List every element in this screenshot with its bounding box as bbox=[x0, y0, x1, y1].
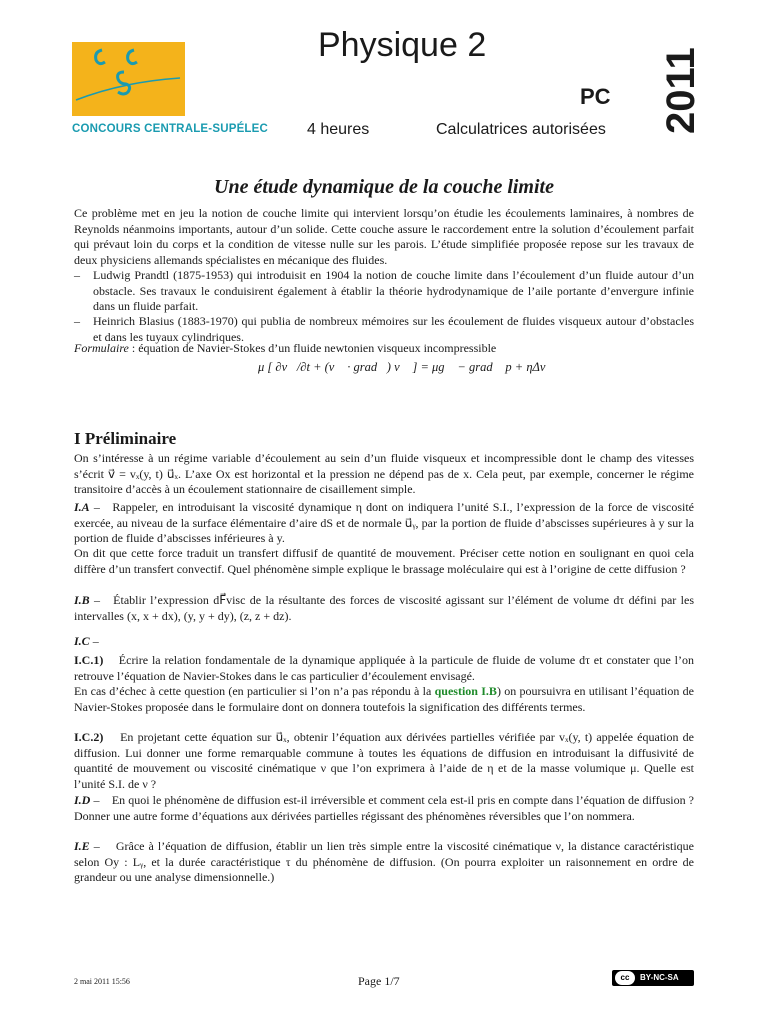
question-text: En projetant cette équation sur u⃗ₓ, obtenir l’équation aux dérivées partielles vérifiée par vₓ(y, t) appelée équation de diffusion. Lui donner une forme remarquable commune à toutes les équations de diffusion en introduisant la diffusivité de quantité de mouvement ou viscosité cinématique ν que l’on exprimera à l’aide de η et de la masse volumique μ. Quelle est l’unité S.I. de ν ? bbox=[74, 730, 694, 791]
section-heading: I Préliminaire bbox=[74, 429, 177, 448]
license-label: BY-NC-SA bbox=[640, 973, 679, 982]
question-dash: – bbox=[89, 593, 114, 607]
question-text: Établir l’expression dF⃗visc de la résultante des forces de viscosité agissant sur l’élément de volume dτ défini par les intervalles (x, x + dx), (y, y + dy), (z, z + dz). bbox=[74, 593, 694, 623]
question-text: Écrire la relation fondamentale de la dynamique appliquée à la particule de fluide de volume dτ et constater que l’on retrouve l’équation de Navier-Stokes dans le cas particulier d’écoulement envisagé. bbox=[74, 653, 694, 683]
question-ia-continuation: On dit que cette force traduit un transfert diffusif de quantité de mouvement. Préciser cette notion en soulignant en quoi cela diffère d’un transfert convectif. Quel phénomène simple explique le brassage moléculaire qui est à l’origine de cette diffusion ? bbox=[74, 546, 694, 576]
question-label: I.D bbox=[74, 793, 91, 807]
question-ib-link[interactable]: question I.B bbox=[434, 684, 497, 698]
exam-year bbox=[660, 38, 700, 136]
question-text: Grâce à l’équation de diffusion, établir un lien très simple entre la viscosité cinématique ν, la distance caractéristique selon Oy : Lᵧ, et la durée caractéristique τ du phénomène de diffusion. (On pourra exploiter un raisonnement en ordre de grandeur ou une analyse dimensionnelle.) bbox=[74, 839, 694, 884]
question-dash: – bbox=[89, 634, 99, 648]
question-label: I.C.1) bbox=[74, 653, 104, 667]
question-label: I.C.2) bbox=[74, 730, 104, 744]
duration-label: 4 heures bbox=[307, 121, 370, 138]
section-intro: On s’intéresse à un régime variable d’écoulement au sein d’un fluide visqueux et incompressible dont le champ des vitesses s’écrit v⃗ = vₓ(y, t) u⃗ₓ. L’axe Ox est horizontal et la pression ne dépend pas de x. Cela peut, par exemple, concerner le régime transitoire d’accès à un écoulement stationnaire de cisaillement simple. bbox=[74, 451, 694, 496]
bullet-text: Ludwig Prandtl (1875-1953) qui introduisit en 1904 la notion de couche limite dans l’écoulement d’un fluide autour d’un obstacle. Ses travaux le conduisirent également à établir la théorie hydrodynamique de l’aile portante d’envergure infinie dans un fluide parfait. bbox=[93, 268, 694, 313]
creative-commons-icon: cc bbox=[615, 971, 635, 985]
question-id bbox=[74, 793, 694, 824]
subject-title: Physique 2 bbox=[318, 26, 487, 64]
question-dash: – bbox=[89, 500, 113, 514]
ccs-logo-mark-icon bbox=[72, 42, 185, 116]
question-ic bbox=[74, 634, 694, 650]
question-label: I.E bbox=[74, 839, 90, 853]
question-ic1-fallback bbox=[74, 684, 694, 715]
question-ic2 bbox=[74, 730, 694, 792]
cc-license-badge[interactable] bbox=[612, 970, 694, 986]
bullet-text: Heinrich Blasius (1883-1970) qui publia de nombreux mémoires sur les écoulement de fluides visqueux autour d’obstacles et dans les tuyaux cylindriques. bbox=[93, 314, 694, 344]
question-text: En quoi le phénomène de diffusion est-il irréversible et comment cela est-il pris en compte dans l’équation de diffusion ? Donner une autre forme d’équations aux dérivées partielles régissant des phénomènes réversibles que l’on nommera. bbox=[74, 793, 695, 823]
navier-stokes-equation: μ [ ∂v⃗/∂t + (v⃗ · grad⃗) v⃗ ] = μg⃗ − grad⃗ p + ηΔv⃗ bbox=[258, 360, 556, 374]
ccs-logo bbox=[72, 42, 185, 116]
question-label: I.A bbox=[74, 500, 90, 514]
fallback-text-before: En cas d’échec à cette question (en particulier si l’on n’a pas répondu à la bbox=[74, 684, 435, 698]
question-ie bbox=[74, 839, 694, 886]
question-ia bbox=[74, 500, 694, 547]
formulaire-line bbox=[74, 341, 694, 357]
fallback-text-after: ) on poursuivra en utilisant l’équation de Navier-Stokes proposée dans le formulaire dont on donnera toutefois la signification des différents termes. bbox=[74, 684, 694, 714]
question-label: I.B bbox=[74, 593, 90, 607]
question-label: I.C bbox=[74, 634, 90, 648]
series-label: PC bbox=[580, 84, 611, 109]
question-ic1 bbox=[74, 653, 694, 684]
calculators-label: Calculatrices autorisées bbox=[436, 121, 606, 138]
formulaire-text: : équation de Navier-Stokes d’un fluide newtonien visqueux incompressible bbox=[128, 341, 497, 355]
question-spacer bbox=[103, 730, 120, 744]
logo-text: CONCOURS CENTRALE-SUPÉLEC bbox=[72, 123, 269, 135]
intro-paragraph: Ce problème met en jeu la notion de couche limite qui intervient lorsqu’on étudie les écoulements laminaires, à nombres de Reynolds néanmoins importants, autour d’un solide. Cette couche assure le raccordement entre la solution d’écoulement parfait qui prévaut loin du corps et la condition de vitesse nulle sur les parois. L’étude simplifiée proposée repose sur les travaux de deux physiciens allemands spécialistes en mécanique des fluides. bbox=[74, 206, 694, 267]
page-number: Page 1/7 bbox=[358, 974, 400, 988]
question-dash: – bbox=[90, 793, 112, 807]
formulaire-label: Formulaire bbox=[74, 341, 129, 355]
list-item bbox=[74, 268, 694, 315]
question-text: Rappeler, en introduisant la viscosité dynamique η dont on indiquera l’unité S.I., l’expression de la force de viscosité exercée, au niveau de la surface élémentaire d’aire dS et de normale u⃗ᵧ, par la portion de fluide d’abscisses supérieures à y sur la portion de fluide d’abscisses inférieures à y. bbox=[74, 500, 695, 545]
footer-date: 2 mai 2011 15:56 bbox=[74, 977, 130, 986]
exam-year-text: 2011 bbox=[660, 47, 700, 134]
question-ib bbox=[74, 593, 694, 624]
question-dash: – bbox=[89, 839, 116, 853]
document-title: Une étude dynamique de la couche limite bbox=[214, 176, 554, 198]
bullet-dash: – bbox=[74, 268, 80, 282]
question-spacer bbox=[103, 653, 118, 667]
bullet-dash: – bbox=[74, 314, 80, 328]
